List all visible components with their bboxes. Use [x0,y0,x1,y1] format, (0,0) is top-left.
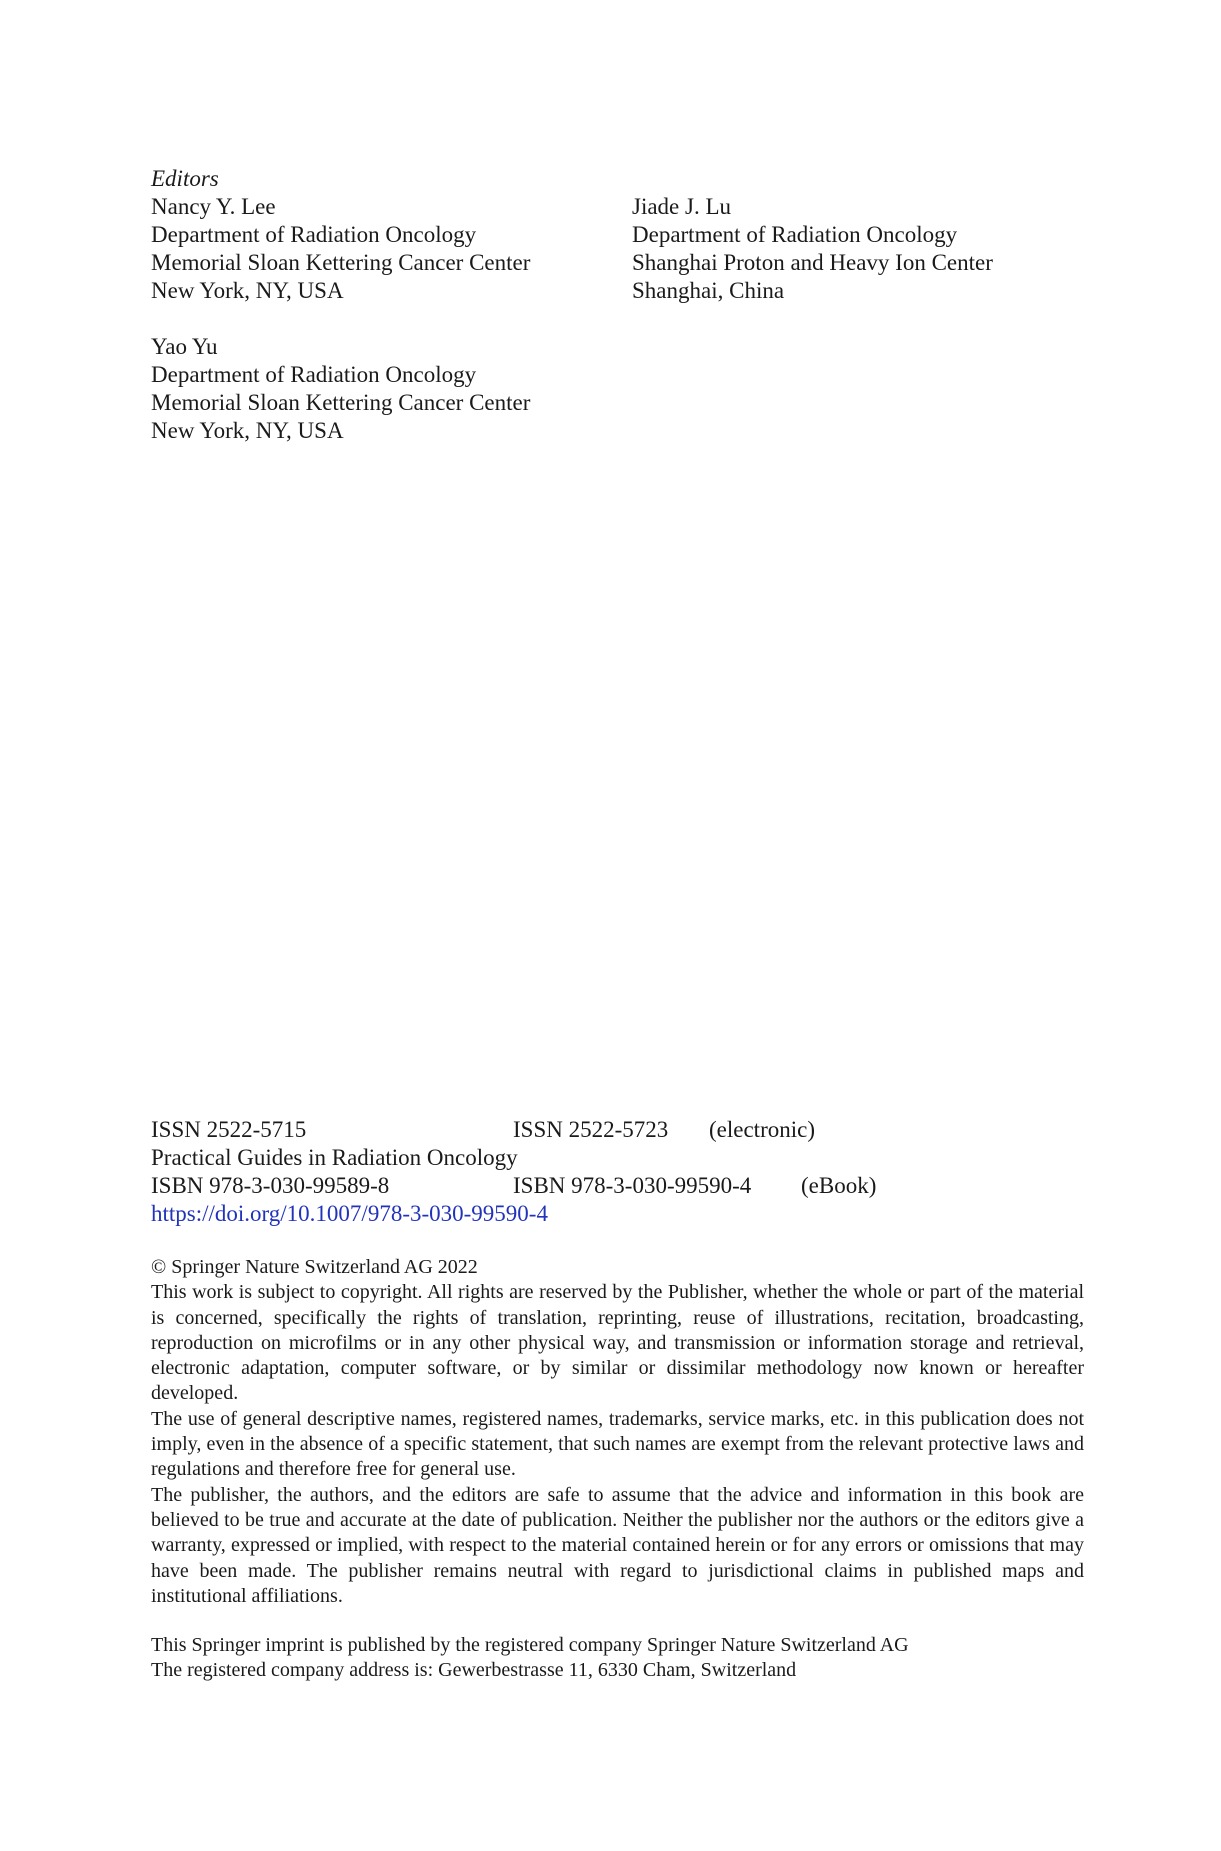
copyright-section [151,1255,1084,1609]
copyright-paragraph: The publisher, the authors, and the editors are safe to assume that the advice and information in this book are believed to be true and accurate at the date of publication. Neither the publisher nor the authors or the editors give a warranty, expressed or implied, with respect to the material contained herein or for any errors or omissions that may have been made. The publisher remains neutral with regard to jurisdictional claims in published maps and institutional affiliations. [151,1483,1084,1607]
imprint-address: The registered company address is: Gewerbestrasse 11, 6330 Cham, Switzerland [151,1659,797,1682]
editor-name: Jiade J. Lu [632,194,732,219]
editor-institution: Memorial Sloan Kettering Cancer Center [151,250,531,275]
isbn-print: ISBN 978-3-030-99589-8 [151,1173,390,1198]
editor-block [632,193,993,305]
series-title: Practical Guides in Radiation Oncology [151,1145,518,1170]
isbn-ebook-label: (eBook) [801,1173,877,1198]
editor-department: Department of Radiation Oncology [151,362,477,387]
copyright-notice: © Springer Nature Switzerland AG 2022 [151,1256,478,1278]
doi-row [151,1200,1051,1228]
editor-location: New York, NY, USA [151,278,344,303]
editor-institution: Shanghai Proton and Heavy Ion Center [632,250,993,275]
doi-link[interactable]: https://doi.org/10.1007/978-3-030-99590-4 [151,1201,548,1226]
isbn-row [151,1172,1051,1200]
series-row [151,1144,1051,1172]
editor-location: New York, NY, USA [151,418,344,443]
editors-heading: Editors [151,166,219,191]
issn-print: ISSN 2522-5715 [151,1117,307,1142]
issn-electronic-label: (electronic) [709,1117,815,1142]
issn-electronic: ISSN 2522-5723 [513,1117,669,1142]
publication-info [151,1116,1051,1228]
editor-department: Department of Radiation Oncology [632,222,958,247]
editor-block [151,193,530,305]
isbn-ebook: ISBN 978-3-030-99590-4 [513,1173,752,1198]
copyright-paragraph: The use of general descriptive names, registered names, trademarks, service marks, etc. in this publication does not imply, even in the absence of a specific statement, that such names are exempt from the relevant protective laws and regulations and therefore free for general use. [151,1407,1084,1481]
imprint-line: This Springer imprint is published by the registered company Springer Nature Switzerland AG [151,1634,909,1656]
editor-block [151,333,530,445]
editor-location: Shanghai, China [632,278,785,303]
editor-department: Department of Radiation Oncology [151,222,477,247]
editor-institution: Memorial Sloan Kettering Cancer Center [151,390,531,415]
editor-name: Yao Yu [151,334,218,359]
editor-name: Nancy Y. Lee [151,194,276,219]
issn-row [151,1116,1051,1144]
copyright-paragraph: This work is subject to copyright. All rights are reserved by the Publisher, whether the whole or part of the material is concerned, specifically the rights of translation, reprinting, reuse of illustrations, recitation, broadcasting, reproduction on microfilms or in any other physical way, and transmission or information storage and retrieval, electronic adaptation, computer software, or by similar or dissimilar methodology now known or hereafter developed. [151,1281,1084,1405]
imprint-section [151,1633,1091,1684]
